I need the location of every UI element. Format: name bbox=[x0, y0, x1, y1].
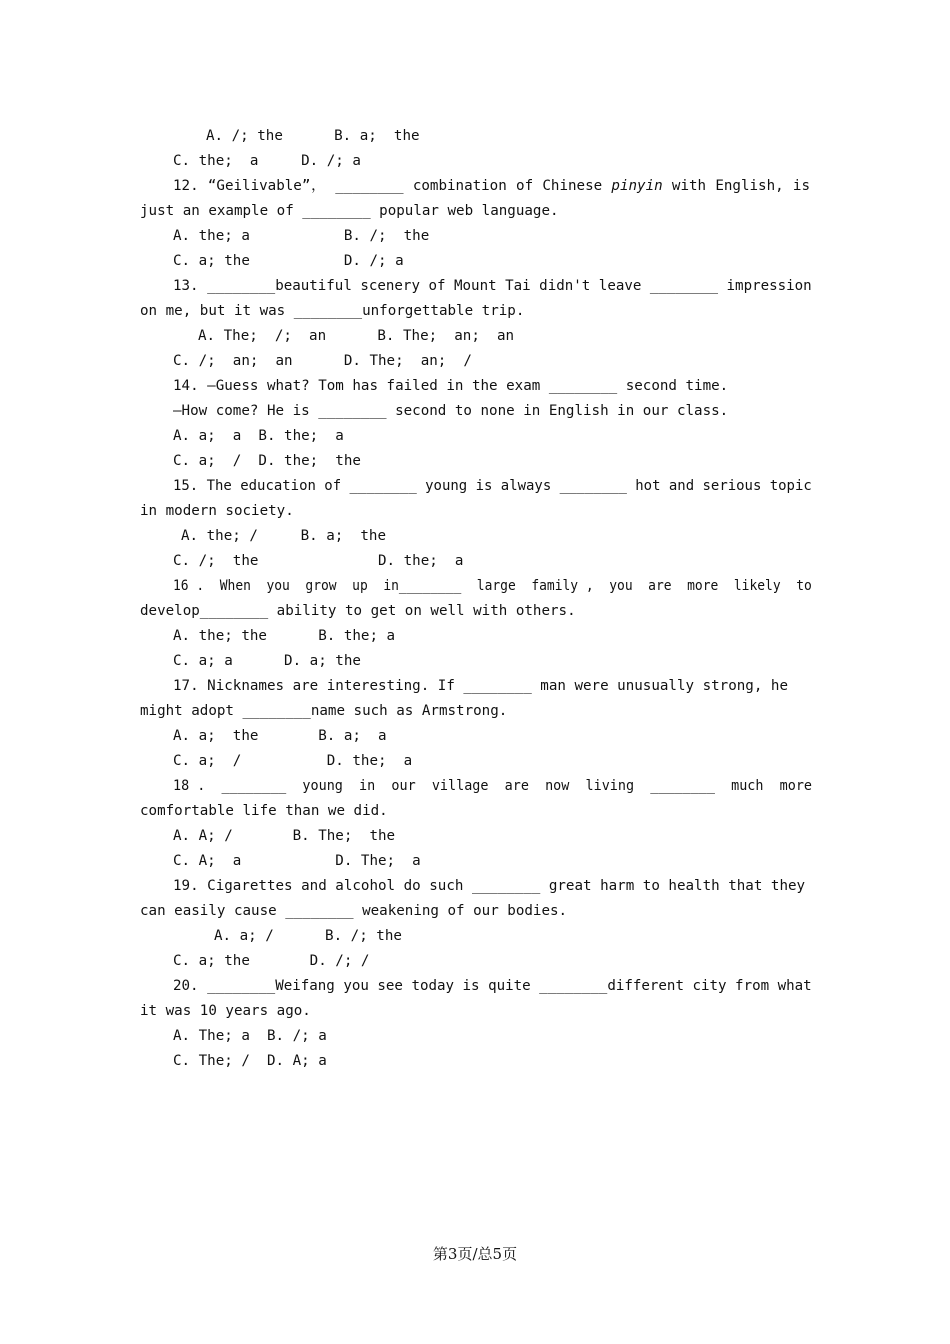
q15-stem-line2: in modern society. bbox=[140, 503, 294, 519]
q20-options-cd: C. The; / D. A; a bbox=[173, 1053, 327, 1069]
q20-stem-line2: it was 10 years ago. bbox=[140, 1003, 311, 1019]
q16-options-ab: A. the; the B. the; a bbox=[173, 628, 396, 644]
page-number-footer: 第3页/总5页 bbox=[432, 1245, 518, 1263]
q16-options-cd: C. a; a D. a; the bbox=[173, 653, 361, 669]
q13-options-ab: A. The; /; an B. The; an; an bbox=[198, 328, 515, 344]
q14-stem-line1: 14. —Guess what? Tom has failed in the exam ________ second time. bbox=[173, 378, 729, 394]
q17-stem-line2: might adopt ________name such as Armstrong. bbox=[140, 703, 508, 719]
q15-options-ab: A. the; / B. a; the bbox=[181, 528, 386, 544]
q19-stem-line2: can easily cause ________ weakening of our bodies. bbox=[140, 903, 568, 919]
q12-options-cd: C. a; the D. /; a bbox=[173, 253, 404, 269]
q16-stem-line2: develop________ ability to get on well with others. bbox=[140, 603, 576, 619]
q17-stem-line1: 17. Nicknames are interesting. If ________ man were unusually strong, he bbox=[173, 678, 788, 694]
q17-options-cd: C. a; / D. the; a bbox=[173, 753, 413, 769]
q19-options-cd: C. a; the D. /; / bbox=[173, 953, 370, 969]
q18-stem-line1: 18 . ________ young in our village are now living ________ much more bbox=[173, 778, 813, 794]
q16-stem-line1: 16 . When you grow up in________ large family , you are more likely to bbox=[173, 578, 812, 594]
q20-options-ab: A. The; a B. /; a bbox=[173, 1028, 327, 1044]
q13-stem-line1: 13. ________beautiful scenery of Mount Tai didn't leave ________ impression bbox=[173, 278, 812, 294]
q13-options-cd: C. /; an; an D. The; an; / bbox=[173, 353, 472, 369]
q11-options-cd: C. the; a D. /; a bbox=[173, 153, 361, 169]
q11-options-ab: A. /; the B. a; the bbox=[206, 128, 420, 144]
q18-stem-line2: comfortable life than we did. bbox=[140, 803, 388, 819]
q15-options-cd: C. /; the D. the; a bbox=[173, 553, 464, 569]
q14-options-cd: C. a; / D. the; the bbox=[173, 453, 361, 469]
q19-options-ab: A. a; / B. /; the bbox=[214, 928, 402, 944]
q14-stem-line2: —How come? He is ________ second to none in English in our class. bbox=[173, 403, 729, 419]
q12-options-ab: A. the; a B. /; the bbox=[173, 228, 430, 244]
q19-stem-line1: 19. Cigarettes and alcohol do such ________ great harm to health that they bbox=[173, 878, 806, 894]
q12-stem-line1: 12. “Geilivable”， ________ combination of Chinese pinyin with English, is bbox=[173, 178, 810, 194]
q13-stem-line2: on me, but it was ________unforgettable trip. bbox=[140, 303, 525, 319]
q20-stem-line1: 20. ________Weifang you see today is quite ________different city from what bbox=[173, 978, 812, 994]
q12-stem-line2: just an example of ________ popular web language. bbox=[140, 203, 559, 219]
q18-options-cd: C. A; a D. The; a bbox=[173, 853, 421, 869]
q18-options-ab: A. A; / B. The; the bbox=[173, 828, 396, 844]
q17-options-ab: A. a; the B. a; a bbox=[173, 728, 387, 744]
q15-stem-line1: 15. The education of ________ young is always ________ hot and serious topic bbox=[173, 478, 812, 494]
q14-options-ab: A. a; a B. the; a bbox=[173, 428, 344, 444]
